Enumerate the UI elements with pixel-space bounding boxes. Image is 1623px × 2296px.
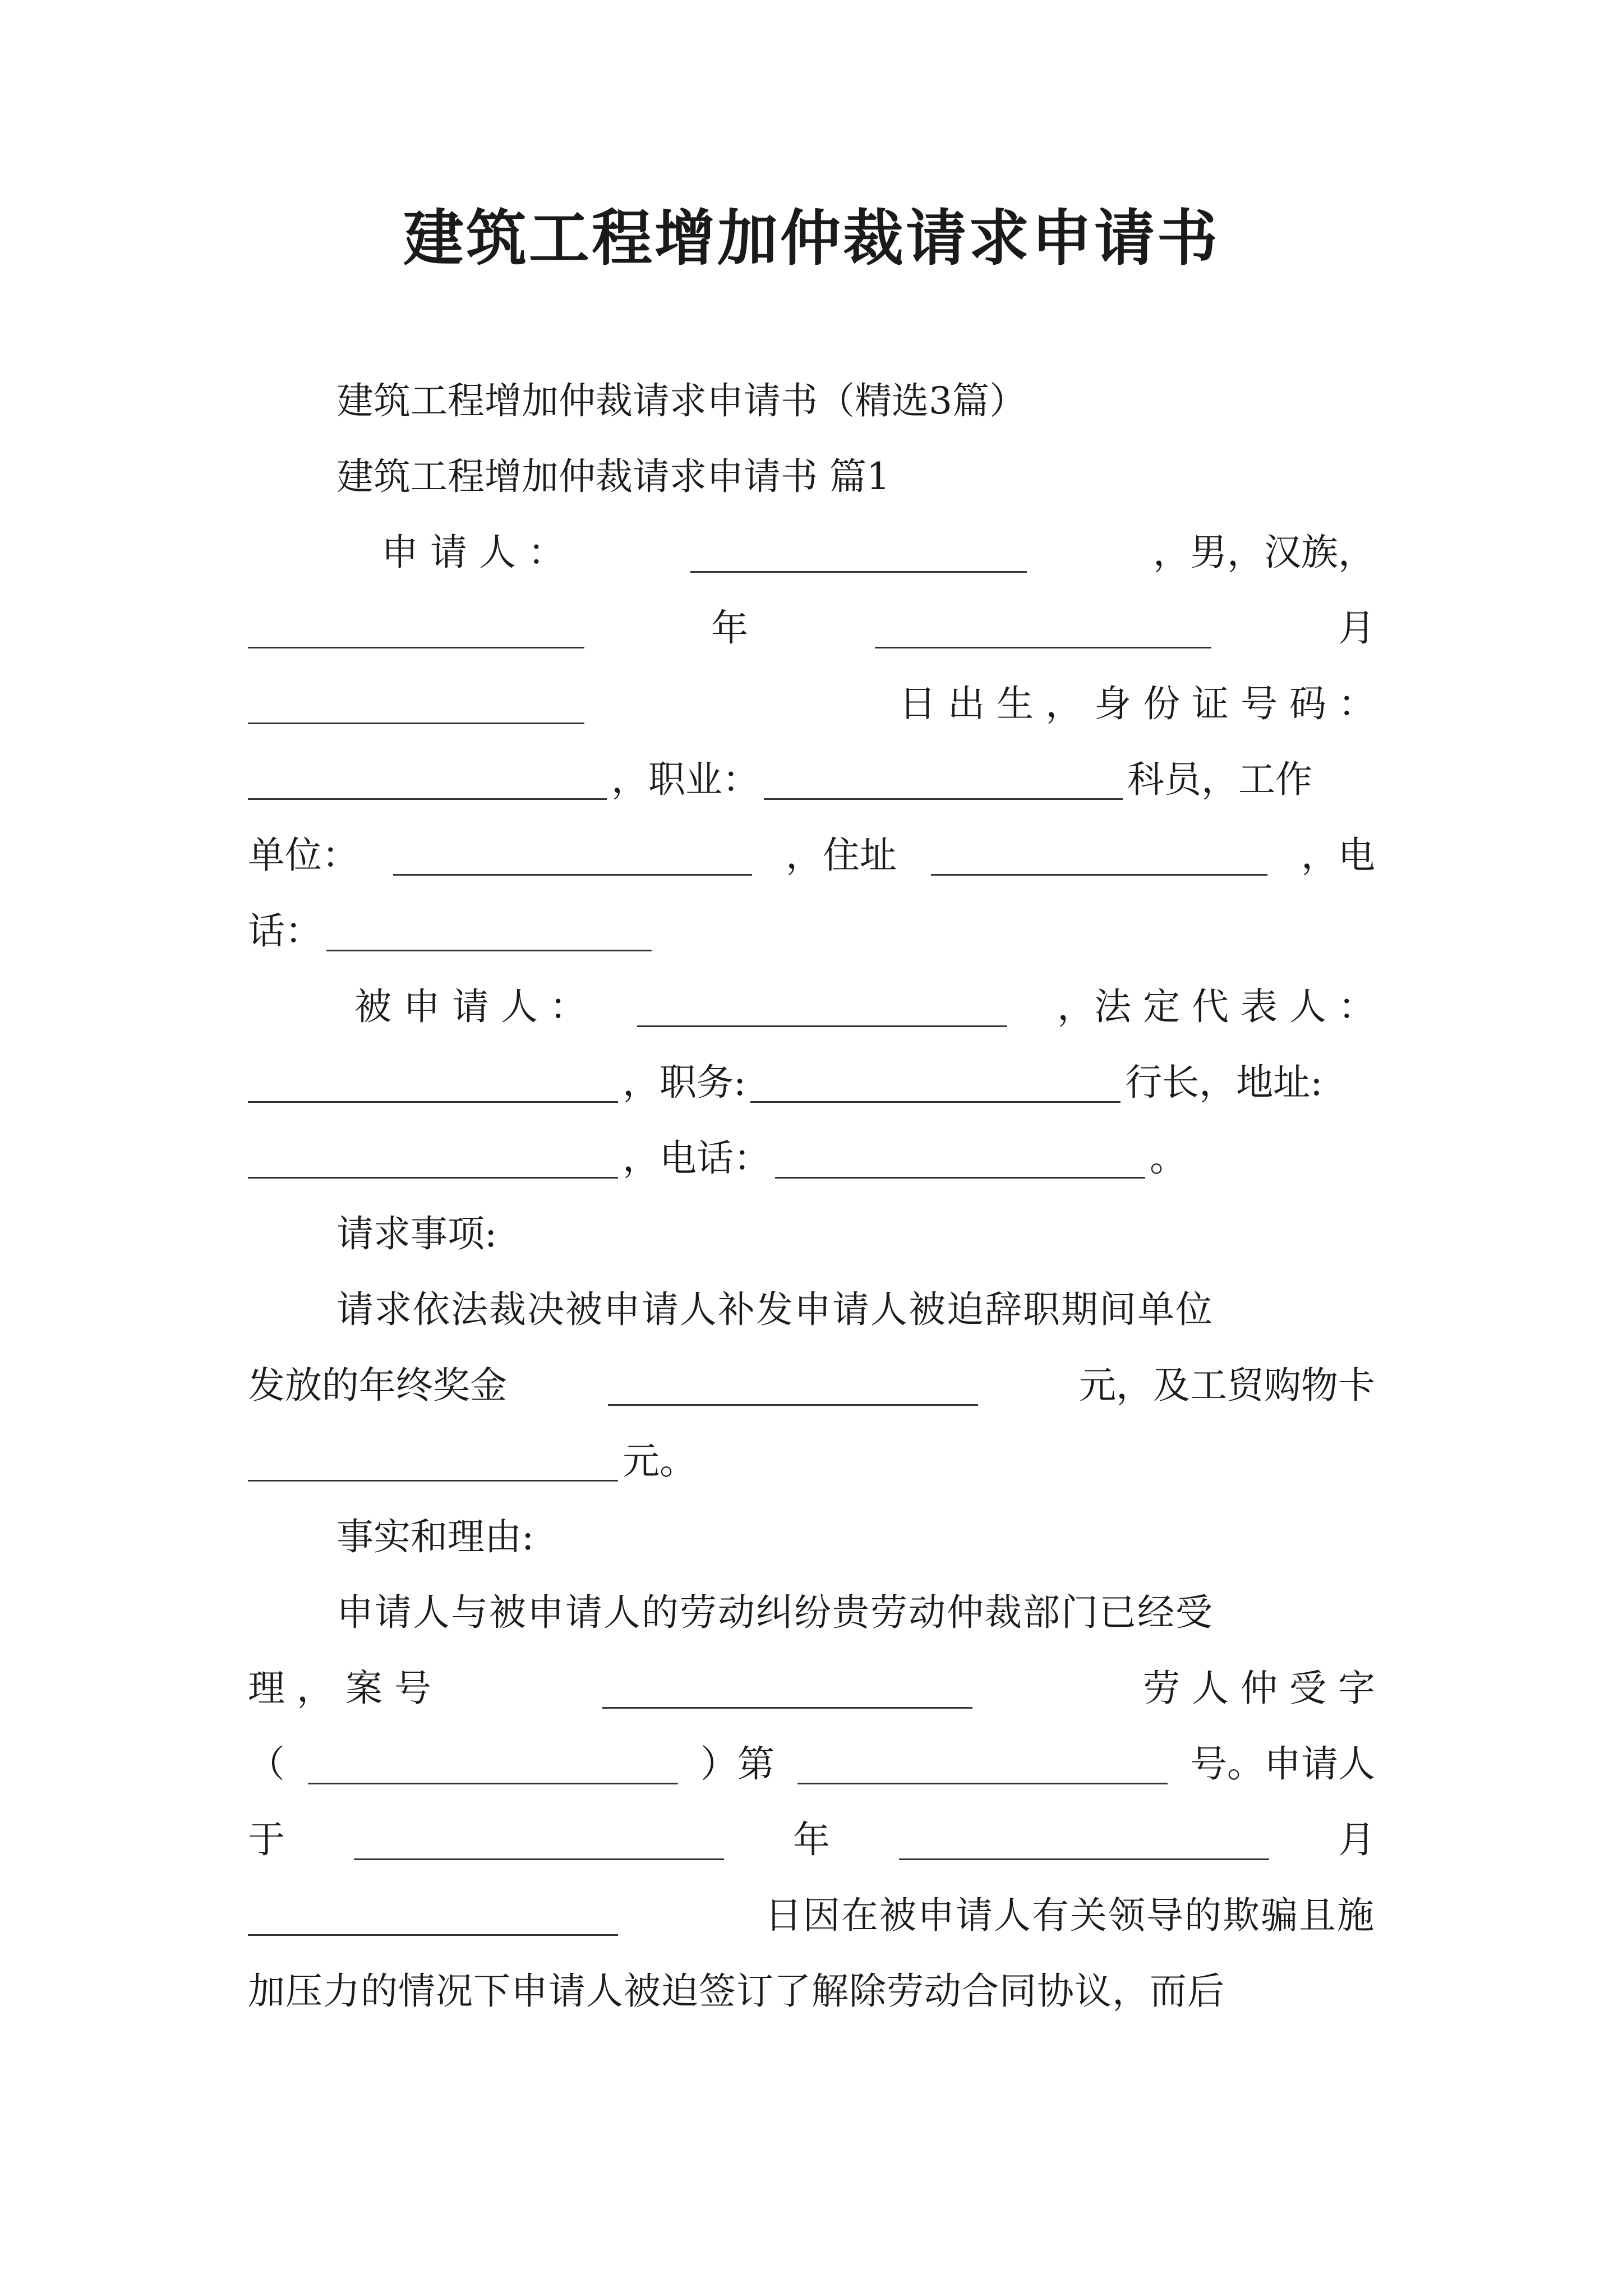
respondent-line-1 [248,979,1375,1035]
facts-text-4c: 月 [1338,1818,1375,1861]
intro-line [248,373,1375,429]
facts-line-3 [248,1736,1375,1792]
respondent-name-blank [637,984,1007,1027]
occupation-label: ，职业： [611,758,759,801]
respondent-phone-blank [775,1135,1145,1179]
facts-line-4 [248,1812,1375,1868]
facts-text-3c: 号。申请人 [1190,1742,1375,1786]
claims-text-3: 元。 [623,1439,697,1483]
applicant-line-4 [248,752,1375,808]
respondent-end: 。 [1150,1137,1187,1180]
case-seq-blank [797,1741,1168,1784]
respondent-phone-label: ，电话： [623,1137,771,1180]
phone-suffix: ，电 [1301,834,1375,877]
address-label: ，住址 [786,834,897,877]
facts-line-2 [248,1660,1375,1717]
phone-blank [326,908,652,951]
document-title: 建筑工程增加仲裁请求申请书 [403,203,1220,274]
respondent-line-3 [248,1130,1375,1186]
case-number-blank [602,1665,972,1709]
born-id-label: 日 出 生 ， 身 份 证 号 码 ： [899,682,1375,725]
claims-heading-line [248,1206,1375,1262]
section-line [248,449,1375,505]
claims-heading: 请求事项: [336,1212,497,1255]
applicant-line-3 [248,676,1375,732]
applicant-sex-ethnicity: ，男，汉族， [1152,531,1375,574]
applicant-name-blank [690,530,1027,573]
year-label: 年 [711,606,748,650]
facts-heading: 事实和理由: [336,1515,534,1558]
respondent-address-blank [248,1135,618,1179]
claims-line-3 [248,1433,1375,1489]
facts-text-3b: ）第 [700,1742,774,1786]
facts-text-5: 日因在被申请人有关领导的欺骗且施 [765,1894,1375,1937]
month-label: 月 [1338,606,1375,650]
birth-year-blank [248,605,584,648]
facts-line-6 [248,1963,1375,2019]
respondent-label: 被 申 请 人 ： [354,985,587,1028]
id-number-blank [248,757,607,800]
duty-label: ，职务: [623,1061,746,1104]
sign-year-blank [354,1817,724,1860]
applicant-line-6 [248,903,1375,959]
duty-blank [750,1060,1121,1103]
applicant-label: 申 请 人 ： [381,531,565,574]
unit-label: 单位： [248,834,359,877]
facts-text-6: 加压力的情况下申请人被迫签订了解除劳动合同协议，而后 [248,1970,1225,2013]
unit-blank [393,832,752,876]
occupation-blank [764,757,1123,800]
birth-month-blank [875,605,1211,648]
birth-day-blank [248,681,584,724]
claims-text-1: 请求依法裁决被申请人补发申请人被迫辞职期间单位 [336,1288,1214,1331]
sign-month-blank [899,1817,1269,1860]
legal-rep-label: ，法 定 代 表 人 ： [1057,985,1375,1028]
duty-suffix: 行长，地址: [1125,1061,1323,1104]
facts-line-5 [248,1888,1375,1944]
facts-line-1 [248,1585,1375,1641]
intro-text: 建筑工程增加仲裁请求申请书（精选3篇） [336,379,1026,422]
facts-text-4b: 年 [793,1818,830,1861]
card-amount-blank [248,1438,618,1481]
facts-heading-line [248,1509,1375,1565]
claims-line-1 [248,1282,1375,1338]
applicant-line-2 [248,600,1375,656]
applicant-line-5 [248,827,1375,884]
claims-text-2a: 发放的年终奖金 [248,1364,507,1407]
case-year-blank [308,1741,678,1784]
facts-text-1: 申请人与被申请人的劳动纠纷贵劳动仲裁部门已经受 [336,1591,1214,1634]
facts-text-4a: 于 [248,1818,285,1861]
claims-line-2 [248,1358,1375,1414]
address-blank [931,832,1267,876]
case-type-label: 劳 人 仲 受 字 [1143,1667,1375,1710]
applicant-line-1 [248,524,1375,581]
case-number-label: 理 ， 案 号 [248,1667,431,1710]
sign-day-blank [248,1893,618,1936]
occupation-suffix: 科员，工作 [1127,758,1312,801]
section-heading: 建筑工程增加仲裁请求申请书 篇1 [336,455,890,498]
respondent-line-2 [248,1055,1375,1111]
claims-text-2b: 元，及工贸购物卡 [1079,1364,1375,1407]
bonus-amount-blank [608,1363,978,1406]
legal-rep-blank [248,1060,618,1103]
phone-label: 话： [248,909,322,953]
facts-text-3a: （ [248,1742,285,1786]
